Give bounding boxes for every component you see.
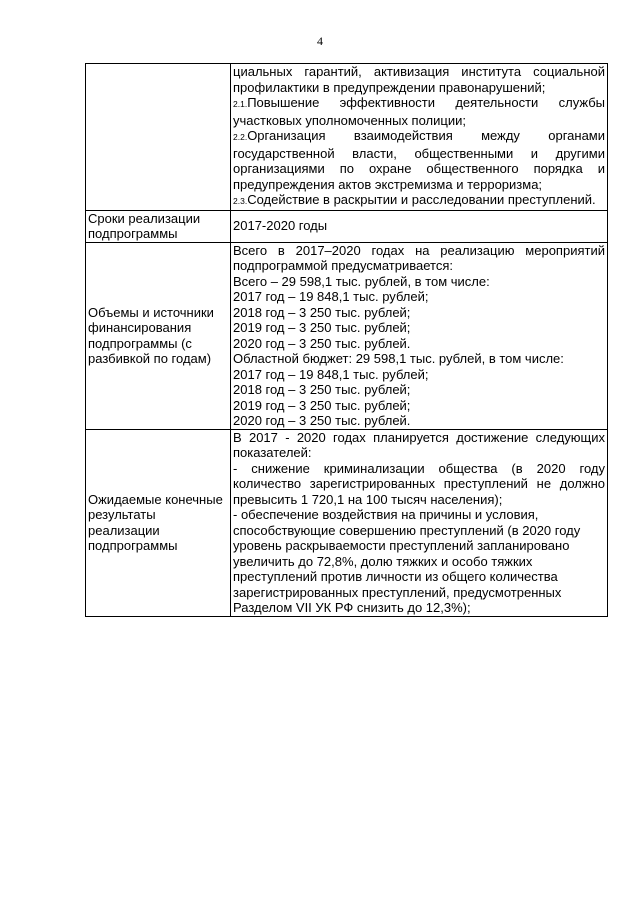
table-row <box>86 429 608 616</box>
funding-line: 2018 год – 3 250 тыс. рублей; <box>233 304 411 320</box>
terms-value: 2017-2020 годы <box>231 210 608 242</box>
funding-line: 2020 год – 3 250 тыс. рублей. <box>233 335 411 351</box>
funding-cell <box>231 242 608 429</box>
funding-line: Всего – 29 598,1 тыс. рублей, в том числе: <box>233 273 490 289</box>
row-label-funding: Объемы и источники финансирования подпрограммы (с разбивкой по годам) <box>86 242 231 429</box>
funding-line: Областной бюджет: 29 598,1 тыс. рублей, в том числе: <box>233 351 564 366</box>
goal-line: 2.2.Организация взаимодействия между органами государственной власти, общественными и другими организациями по охране общественного порядка и предупреждения актов экстремизма и терроризма; <box>233 128 605 192</box>
goals-cell <box>231 64 608 211</box>
result-line: - снижение криминализации общества (в 2020 году количество зарегистрированных преступлений не должно превысить 1 720,1 на 100 тысяч населения); <box>233 460 605 507</box>
page-number: 4 <box>317 34 323 48</box>
table-row <box>86 242 608 429</box>
funding-line: 2017 год – 19 848,1 тыс. рублей; <box>233 289 429 304</box>
result-line: В 2017 - 2020 годах планируется достижение следующих показателей: <box>233 429 605 460</box>
row-label-empty <box>86 64 231 211</box>
row-label-results: Ожидаемые конечные результаты реализации подпрограммы <box>86 429 231 616</box>
funding-line: 2018 год – 3 250 тыс. рублей; <box>233 382 411 397</box>
goal-line: 2.3.Содействие в раскрытии и расследовании преступлений. <box>233 192 596 207</box>
table-row <box>86 210 608 242</box>
row-label-terms: Сроки реализации подпрограммы <box>86 210 231 242</box>
goal-line: циальных гарантий, активизация института социальной профилактики в предупреждении правонарушений; <box>233 64 605 95</box>
results-cell <box>231 429 608 616</box>
funding-line: 2019 год – 3 250 тыс. рублей; <box>233 397 411 413</box>
goal-line: 2.1.Повышение эффективности деятельности службы участковых уполномоченных полиции; <box>233 95 605 128</box>
funding-line: Всего в 2017–2020 годах на реализацию мероприятий подпрограммой предусматривается: <box>233 242 605 273</box>
funding-line: 2020 год – 3 250 тыс. рублей. <box>233 413 411 428</box>
result-line: - обеспечение воздействия на причины и условия, способствующие совершению преступлений (в 2020 году уровень раскрываемости преступлений запланировано увеличить до 72,8%, долю тяжких и особо тяжких преступлений против личности из общего количества зарегистрированных преступлений, предусмотренных Разделом VII УК РФ снизить до 12,3%); <box>233 507 581 615</box>
subprogram-passport-table <box>85 63 608 617</box>
funding-line: 2019 год – 3 250 тыс. рублей; <box>233 320 411 335</box>
table-row <box>86 64 608 211</box>
funding-line: 2017 год – 19 848,1 тыс. рублей; <box>233 366 429 382</box>
